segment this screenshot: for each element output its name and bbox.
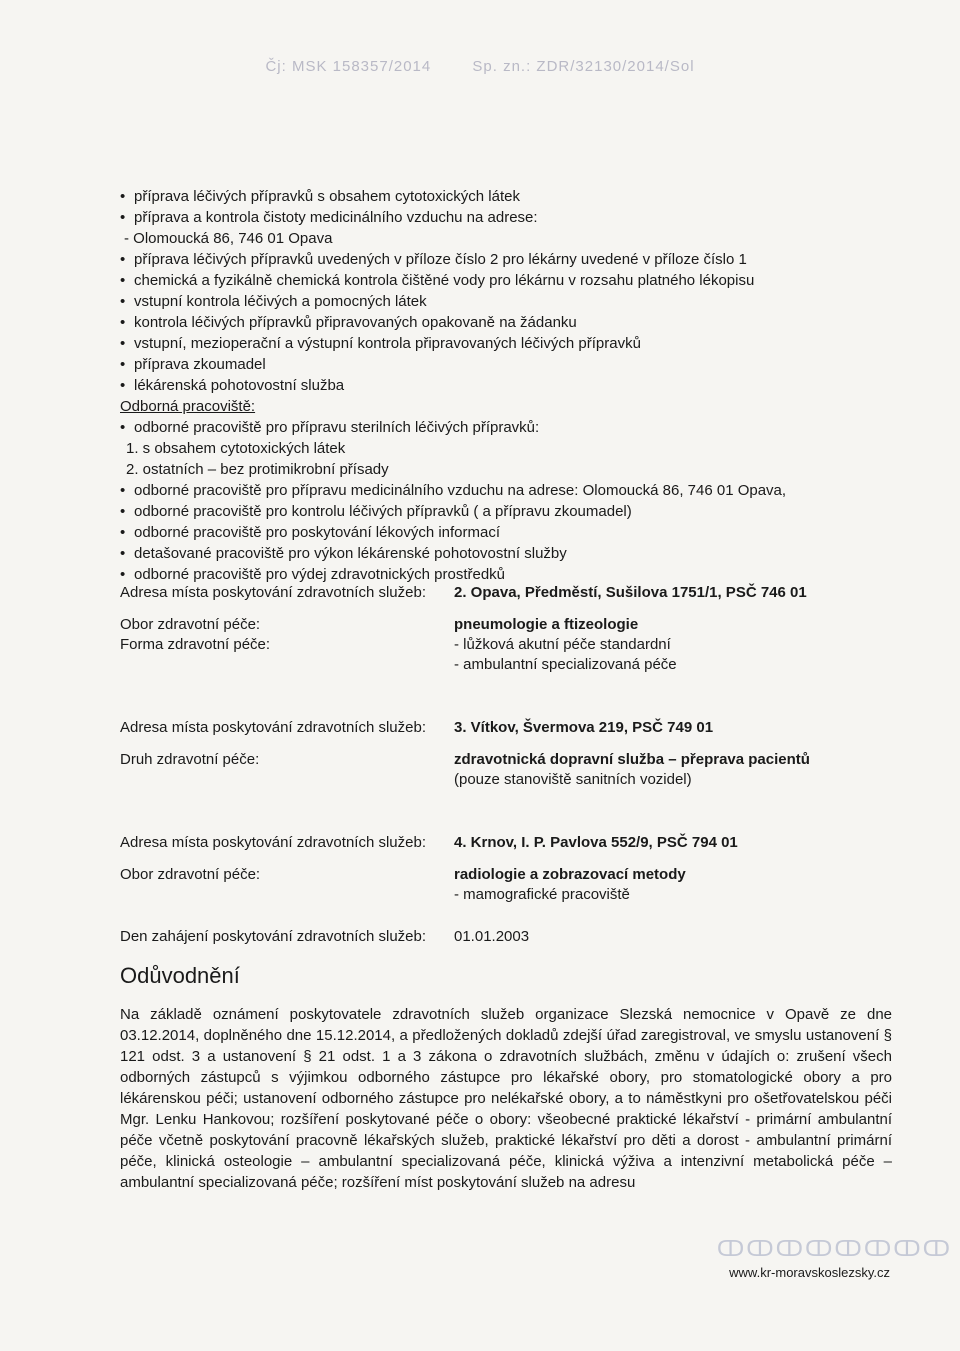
druh-label: Druh zdravotní péče: — [120, 751, 260, 768]
address-label: Adresa místa poskytování zdravotních služeb: — [120, 834, 426, 851]
list-item: 1. s obsahem cytotoxických látek — [126, 440, 346, 457]
obor-value: radiologie a zobrazovací metody — [454, 866, 686, 883]
case-number: Čj: MSK 158357/2014 — [265, 58, 432, 75]
justification-heading: Odůvodnění — [120, 963, 240, 988]
list-item: • příprava zkoumadel — [120, 354, 900, 375]
obor-label: Obor zdravotní péče: — [120, 866, 261, 883]
list-item: • příprava léčivých přípravků s obsahem cytotoxických látek — [120, 186, 900, 207]
ornament-decoration: ↀↀↀↀↀↀↀↀ — [716, 1236, 952, 1261]
start-date-label: Den zahájení poskytování zdravotních služeb: — [120, 928, 427, 945]
location-2-address-row — [120, 583, 900, 603]
document-reference-line — [0, 58, 960, 75]
address-label: Adresa místa poskytování zdravotních služeb: — [120, 719, 426, 736]
address-value: 2. Opava, Předměstí, Sušilova 1751/1, PSČ 746 01 — [454, 584, 807, 601]
address-label: Adresa místa poskytování zdravotních služeb: — [120, 584, 426, 601]
list-item: • vstupní kontrola léčivých a pomocných látek — [120, 291, 900, 312]
list-item: • lékárenská pohotovostní služba — [120, 375, 900, 396]
list-item: • odborné pracoviště pro přípravu sterilních léčivých přípravků: — [120, 417, 900, 438]
location-2-forma-row — [120, 635, 900, 655]
location-3-druh-row — [120, 750, 900, 770]
list-item: 2. ostatních – bez protimikrobní přísady — [126, 461, 389, 478]
list-item: • kontrola léčivých přípravků připravovaných opakovaně na žádanku — [120, 312, 900, 333]
list-item: • odborné pracoviště pro poskytování lékových informací — [120, 522, 900, 543]
druh-value: zdravotnická dopravní služba – přeprava pacientů — [454, 751, 810, 768]
activity-list — [120, 186, 900, 585]
justification-paragraph: Na základě oznámení poskytovatele zdravotních služeb organizace Slezská nemocnice v Opavě ze dne 03.12.2014, doplněného dne 15.12.2014, a předložených dokladů zdejší úřad zaregistroval, ve smyslu ustanovení § 121 odst. 3 a ustanovení § 21 odst. 1 a 3 zákona o zdravotních službách, změnu v údajích o: zrušení všech odborných zástupců s výjimkou odborného zástupce pro lékařské obory, pro stomatologické obory a pro lékárenskou péči; ustanovení odborného zástupce pro nelékařské obory, a to náměstkyni pro ošetřovatelskou péči Mgr. Lenku Hankovou; rozšíření poskytované péče o obory: všeobecné praktické lékařství - primární ambulantní péče včetně poskytování pracovně lékařských služeb, praktické lékařství pro děti a dorost - ambulantní primární péče, klinická osteologie – ambulantní specializovaná péče, klinická výživa a intenzivní metabolická péče – ambulantní specializovaná péče; rozšíření míst poskytování služeb na adresu — [120, 1006, 892, 1191]
list-item: • detašované pracoviště pro výkon lékárenské pohotovostní služby — [120, 543, 900, 564]
service-locations — [120, 583, 900, 947]
obor-note: - mamografické pracoviště — [454, 886, 630, 903]
address-value: 4. Krnov, I. P. Pavlova 552/9, PSČ 794 01 — [454, 834, 738, 851]
forma-value: - lůžková akutní péče standardní — [454, 636, 671, 653]
list-item: • příprava léčivých přípravků uvedených v příloze číslo 2 pro lékárny uvedené v příloze číslo 1 — [120, 249, 900, 270]
location-4-address-row — [120, 833, 900, 853]
location-2-obor-row — [120, 615, 900, 635]
location-4-obor-row — [120, 865, 900, 885]
list-item: • chemická a fyzikálně chemická kontrola čištěné vody pro lékárnu v rozsahu platného lékopisu — [120, 270, 900, 291]
address-value: 3. Vítkov, Švermova 219, PSČ 749 01 — [454, 719, 714, 736]
list-item: • odborné pracoviště pro kontrolu léčivých přípravků ( a přípravu zkoumadel) — [120, 501, 900, 522]
list-item: • odborné pracoviště pro přípravu medicinálního vzduchu na adrese: Olomoucká 86, 746 01 Opava, — [120, 480, 900, 501]
forma-label: Forma zdravotní péče: — [120, 636, 271, 653]
list-item: • vstupní, mezioperační a výstupní kontrola připravovaných léčivých přípravků — [120, 333, 900, 354]
start-date-value: 01.01.2003 — [454, 928, 530, 945]
list-item: • odborné pracoviště pro výdej zdravotnických prostředků — [120, 564, 900, 585]
list-item: - Olomoucká 86, 746 01 Opava — [124, 230, 333, 247]
forma-value-2: - ambulantní specializovaná péče — [454, 656, 677, 673]
obor-value: pneumologie a ftizeologie — [454, 616, 639, 633]
section-subheading: Odborná pracoviště: — [120, 398, 256, 415]
obor-label: Obor zdravotní péče: — [120, 616, 261, 633]
location-3-address-row — [120, 718, 900, 738]
footer-url: www.kr-moravskoslezsky.cz — [729, 1265, 890, 1280]
druh-note: (pouze stanoviště sanitních vozidel) — [454, 771, 692, 788]
file-number: Sp. zn.: ZDR/32130/2014/Sol — [472, 58, 695, 75]
list-item: • příprava a kontrola čistoty medicinálního vzduchu na adrese: — [120, 207, 900, 228]
start-date-row — [120, 927, 900, 947]
